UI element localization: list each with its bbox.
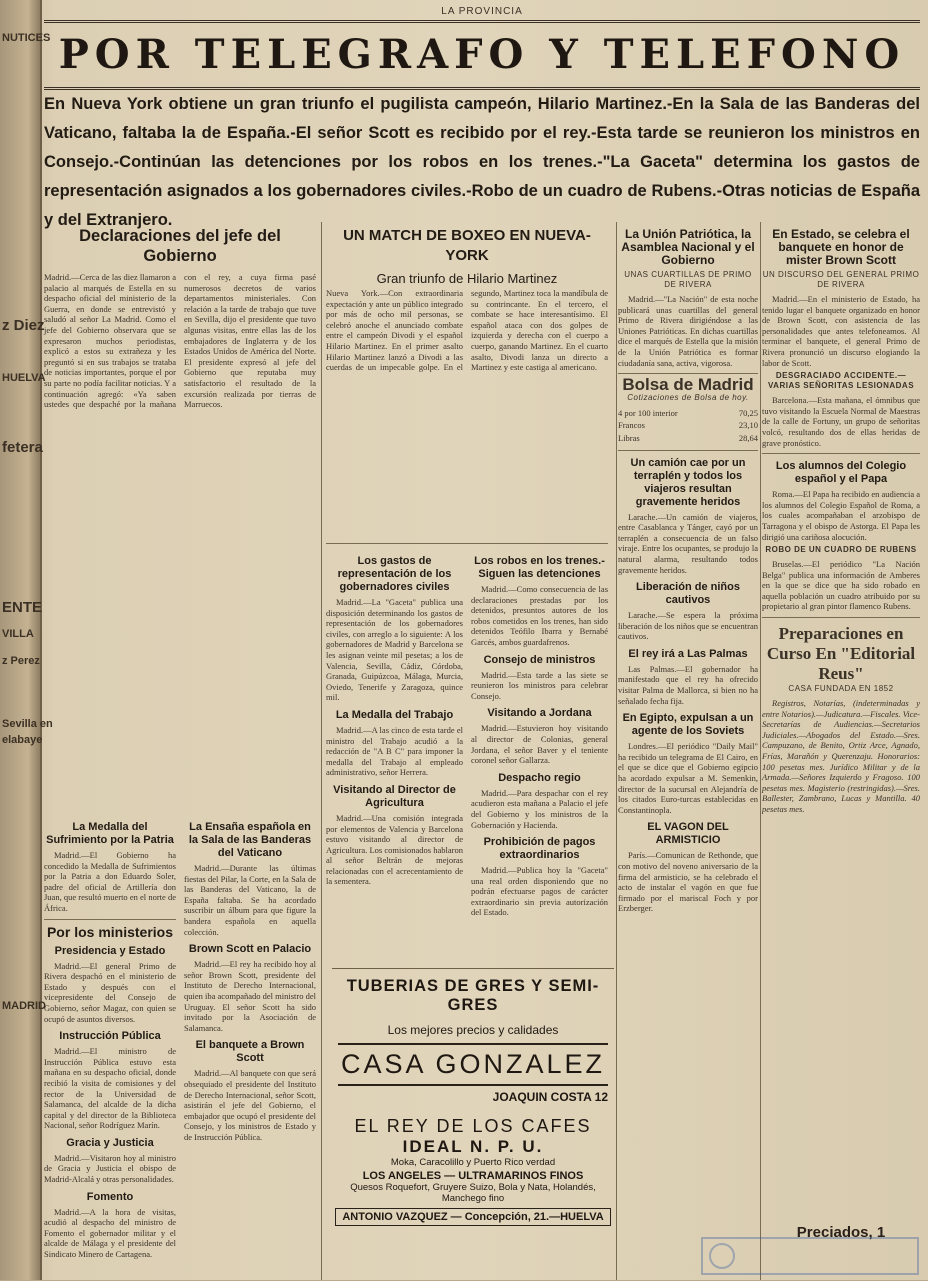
headline-despacho-regio: Despacho regio <box>498 771 581 784</box>
article-body: Madrid.—Al banquete con que será obsequiado el presidente del Instituto de Derecho Internacional, señor Scott, asistirán el jefe del Gobierno, el embajador que ocupó el presidente del Consejo, y los ministros de Estado y de Instrucción Pública. <box>184 1068 316 1142</box>
ad-quesos: Quesos Roquefort, Gruyere Suizo, Bola y Nata, Holandés, Manchego fino <box>350 1182 596 1204</box>
article-body: Roma.—El Papa ha recibido en audiencia a los alumnos del Colegio Español de Roma, a los cuales acompañaban el arzobispo de Tarragona y el obispo de Astorga. El Papa les dirigió una cariñosa alocución. <box>762 489 920 542</box>
article-body: Larache.—Un camión de viajeros, entre Casablanca y Tánger, cayó por un terraplén a consecuencia de un falso viraje. Entre los ocupantes, se produjo la natural alarma, resultando todos gravemente heridos. <box>618 511 758 575</box>
divider <box>618 450 758 451</box>
headline-gracia: Gracia y Justicia <box>66 1136 154 1149</box>
article-body: Madrid.—Para despachar con el rey acudieron esta mañana a Palacio el jefe del Gobierno y los ministros de la Gobernación y Hacienda. <box>471 787 608 830</box>
subcolumn-left <box>326 549 463 921</box>
headline-prohibicion: Prohibición de pagos extraordinarios <box>483 836 596 862</box>
ad-ideal: IDEAL N. P. U. <box>402 1137 544 1156</box>
article-body: Madrid.—Estuvieron hoy visitando al director de Colonias, general Jordana, el señor Baver y el teniente coronel señor Gallarza. <box>471 723 608 766</box>
bolsa-label: Libras <box>618 432 640 443</box>
headline-agricultura: Visitando al Director de Agricultura <box>333 783 456 809</box>
headline-camion: Un camión cae por un terraplén y todos los viajeros resultan gravemente heridos <box>630 456 746 508</box>
column-1 <box>44 222 316 1280</box>
article-body: París.—Comunican de Rethonde, que con motivo del noveno aniversario de la firma del armisticio, se ha celebrado el acto de instalar el vagón en que fue firmado por el mariscal Foch y por Erzberger. <box>618 850 758 914</box>
article-body: Madrid.—La "Gaceta" publica una disposición determinando los gastos de representación de los gobernadores civiles, con arreglo a lo siguiente: A los gobernadores de Madrid y Barcelona se les asignan veinte mil pesetas; a los de Valencia, Sevilla, Cádiz, Córdoba, Granada, Guipúzcoa, Málaga, Murcia, Oviedo, Tenerife y Zaragoza, quince mil. <box>326 597 463 703</box>
bolsa-row <box>618 419 758 432</box>
bolsa-label: 4 por 100 interior <box>618 407 678 418</box>
headline-presidencia: Presidencia y Estado <box>54 944 166 957</box>
divider <box>618 373 758 374</box>
binding-fragment: HUELVA <box>2 372 46 384</box>
headline-vagon: EL VAGON DEL ARMISTICIO <box>647 821 729 847</box>
subheadline-rubens: ROBO DE UN CUADRO DE RUBENS <box>765 545 917 555</box>
headline-union-patriotica: La Unión Patriótica, la Asamblea Nacional y el Gobierno <box>621 227 755 267</box>
ad-antonio-vazquez: ANTONIO VAZQUEZ — Concepción, 21.—HUELVA <box>335 1208 610 1226</box>
divider <box>762 617 920 618</box>
bolsa-value: 70,25 <box>738 407 758 418</box>
column-rule <box>321 222 322 1280</box>
headline-gastos: Los gastos de representación de los gobernadores civiles <box>337 555 452 593</box>
headline-robos-trenes: Los robos en los trenes.-Siguen las detenciones <box>474 555 605 580</box>
binding-fragment: Sevilla en <box>2 718 53 730</box>
binding-fragment: NUTICES <box>2 32 51 44</box>
subcolumn-right <box>184 815 316 1263</box>
subcolumn-left <box>44 815 176 1263</box>
headline-scott-palacio: Brown Scott en Palacio <box>188 943 312 956</box>
article-body: Las Palmas.—El gobernador ha manifestado que el rey ha ofrecido visitar Palma de Mallorca, si bien no ha señalado fecha fija. <box>618 663 758 706</box>
headline-palmas: El rey irá a Las Palmas <box>628 647 748 660</box>
article-body: Nueva York.—Con extraordinaria expectación y ante un público integrado por más de ocho mil personas, se celebró anoche el anunciado combate entre el campeón Divodi y el español Hilario Martinez. En el primer asalto Hilario Martinez lanzó a Divodi a las cuerdas de un impecable golpe. En el segundo, Martinez toca la mandíbula de su contrincante. En el tercero, el combate se hace interesantísimo. El español ataca con dos golpes de izquierda y derecha con el cuerpo a cuerpo, ganando Martinez. En el cuarto asalto, Divodi lanza un directo a Martinez y este castiga al americano. <box>326 288 608 373</box>
headline-estado-banquete: En Estado, se celebra el banquete en honor de mister Brown Scott <box>772 227 910 267</box>
masthead: LA PROVINCIA <box>441 6 523 17</box>
column-rule <box>760 222 761 1280</box>
headline-fomento: Fomento <box>86 1190 134 1203</box>
headline-medalla-sufrimiento: La Medalla del Sufrimiento por la Patria <box>46 821 174 846</box>
divider <box>44 919 176 920</box>
article-body: Madrid.—Visitaron hoy al ministro de Gracia y Justicia el obispo de Madrid-Alcalá y otras personalidades. <box>44 1152 176 1185</box>
bolsa-value: 28,64 <box>738 432 758 443</box>
subheadline-accidente: DESGRACIADO ACCIDENTE.—VARIAS SEÑORITAS LESIONADAS <box>767 371 915 391</box>
article-body: Madrid.—El rey ha recibido hoy al señor Brown Scott, presidente del Instituto de Derecho Internacional, quien iba acompañado del ministro del Uruguay. El señor Scott ha sido invitado por la Asociación de Salamanca. <box>184 959 316 1033</box>
bolsa-row <box>618 407 758 420</box>
ad-rey-cafes: EL REY DE LOS CAFES <box>354 1116 592 1136</box>
headline-medalla-trabajo: La Medalla del Trabajo <box>335 708 454 721</box>
article-body: Londres.—El periódico "Daily Mail" ha recibido un telegrama de El Cairo, en el que se dice que el Gobierno egipcio ha acordado expulsar a M. Semenkin, director de la sucursal en Alejandría de los citados Euro-turcas establecidas en Constantinopla. <box>618 741 758 815</box>
article-body: Madrid.—Durante las últimas fiestas del Pilar, la Corte, en la Sala de las Banderas del Vaticano, la de España faltaba. Se ha acordado suscribir un álbum para que figure la bandera española en aquella colección. <box>184 863 316 937</box>
binding-fragment: elabaye <box>2 734 43 746</box>
bolsa-table <box>618 407 758 445</box>
subcolumn-right <box>471 549 608 921</box>
headline-declaraciones: Declaraciones del jefe del Gobierno <box>79 227 281 265</box>
advertisements <box>332 968 614 1281</box>
binding-fragment: ENTE <box>2 599 43 616</box>
headline-instruccion: Instrucción Pública <box>59 1030 161 1043</box>
column-5 <box>762 222 920 1280</box>
article-body: Barcelona.—Esta mañana, el ómnibus que tuvo visitando la Escuela Normal de Maestras de la calle de Fortuny, un grupo de señoritas volcó, resultando dos de ellas heridas de grave pronóstico. <box>762 395 920 448</box>
article-body: Madrid.—El general Primo de Rivera despachó en el ministerio de Estado y después con el vicepresidente del Consejo de Gobierno, señor Magaz, con quien se ocupó de asuntos diversos. <box>44 960 176 1024</box>
article-body: Madrid.—El Gobierno ha concedido la Medalla de Sufrimientos por la Patria a don Eduardo Soler, padre del oficial de Artillería don Juan, que resultó muerto en el norte de África. <box>44 850 176 913</box>
ad-tagline: Los mejores precios y calidades <box>387 1023 559 1037</box>
article-body: Madrid.—El ministro de Instrucción Pública estuvo esta mañana en su despacho oficial, donde recibió la visita de comisiones y del rector de la Universidad de Salamanca, del alcalde de la dicha capital y del director de la Biblioteca Nacional, señor Rodríguez Marín. <box>44 1046 176 1131</box>
headline-consejo: Consejo de ministros <box>483 653 596 666</box>
headline-bolsa: Bolsa de Madrid <box>622 375 754 395</box>
ad-tuberias: TUBERIAS DE GRES Y SEMI-GRES <box>346 977 600 1014</box>
subheadline-union: UNAS CUARTILLAS DE PRIMO DE RIVERA <box>624 270 752 289</box>
bolsa-value: 23,10 <box>738 420 758 431</box>
bolsa-row <box>618 432 758 445</box>
article-body: Registros, Notarías, (indeterminadas y entre Notarios).—Judicatura.—Fiscales. Vice-Secretarías de Audiencias.—Secretarios Judiciales.—Abogados del Estado.—Sres. Campuzano, de Benito, Ortiz Arce, Agnado, Frías, Marañón y Querenzaju. Honorarios: 100 pesetas mes. Jurídico Militar y de la Armada.—Señores Izquierdo y Fragoso. 100 pesetas mes. Magisterio (restringidas).—Sres. Ballester, Zambrano, Lucas y Mantilla. 40 pesetas mes. <box>762 698 920 814</box>
section-banner: POR TELEGRAFO Y TELEFONO <box>44 20 920 90</box>
column-4 <box>618 222 758 1280</box>
binding-fragment: fetera <box>2 439 43 456</box>
bolsa-label: Francos <box>618 420 645 431</box>
divider <box>326 543 608 544</box>
bolsa-caption: Cotizaciones de Bolsa de hoy. <box>627 392 749 402</box>
ad-casa-gonzalez: CASA GONZALEZ <box>338 1043 608 1086</box>
headline-jordana: Visitando a Jordana <box>487 707 592 720</box>
lower-subcolumns <box>44 815 316 1263</box>
article-body: Madrid.—Una comisión integrada por elementos de Valencia y Barcelona estuvo visitando al director de Agricultura. Los comisionados hablaron al señor Beltrán de mejoras relacionadas con el acrecentamiento de la sementera. <box>326 812 463 887</box>
article-body: Madrid.—Esta tarde a las siete se reunieron los ministros para celebrar Consejo. <box>471 669 608 701</box>
column-rule <box>616 222 617 1280</box>
article-body: Madrid.—Como consecuencia de las declaraciones prestadas por los detenidos, presuntos autores de los robos cometidos en los trenes, han sido detenidos Teófilo Ibarra y Bernabé Garcés, ambos guardafrenos. <box>471 584 608 647</box>
article-body: Larache.—Se espera la próxima liberación de los niños que se encuentran cautivos. <box>618 610 758 642</box>
article-body: Bruselas.—El periódico "La Nación Belga" publica una información de Amberes en la que se dice que ha sido robado en aquella población un cuadro atribuido por su propietario al gran pintor flamenco Rubens. <box>762 559 920 612</box>
article-body: Madrid.—Publica hoy la "Gaceta" una real orden disponiendo que no podrán efectuarse pagos de carácter extraordinario sin previa autorización del Estado. <box>471 865 608 918</box>
ad-origins: Moka, Caracolillo y Puerto Rico verdad <box>390 1157 556 1168</box>
binding-fragment: VILLA <box>2 628 34 640</box>
col2-subcolumns <box>326 549 608 921</box>
ad-address: JOAQUIN COSTA 12 <box>492 1090 608 1104</box>
news-summary: En Nueva York obtiene un gran triunfo el pugilista campeón, Hilario Martinez.-En la Sala de las Banderas del Vaticano, faltaba la de España.-El señor Scott es recibido por el rey.-Esta tarde se reunieron los ministros en Consejo.-Continúan las detenciones por los robos en los trenes.-"La Gaceta" determina los gastos de representación asignados a los gobernadores civiles.-Robo de un cuadro de Rubens.-Otras noticias de España y del Extranjero. <box>44 95 920 229</box>
binding-fragment: MADRID <box>2 1000 46 1012</box>
headline-boxeo: UN MATCH DE BOXEO EN NUEVA-YORK <box>343 227 591 264</box>
subheadline-estado: UN DISCURSO DEL GENERAL PRIMO DE RIVERA <box>762 270 920 289</box>
headline-liberacion: Liberación de niños cautivos <box>636 581 740 607</box>
subheadline-reus: CASA FUNDADA EN 1852 <box>788 684 894 694</box>
headline-egipto: En Egipto, expulsan a un agente de los Soviets <box>622 712 754 738</box>
article-body: Madrid.—En el ministerio de Estado, ha tenido lugar el banquete organizado en honor de Brown Scott, con asistencia de las personalidades que antes telefoneamos. Al terminar el banquete, el general Primo de Rivera pronunció un discurso elogiando la labor de Scott. <box>762 294 920 368</box>
headline-ministerios: Por los ministerios <box>46 923 174 940</box>
ad-los-angeles: LOS ANGELES — ULTRAMARINOS FINOS <box>362 1170 584 1182</box>
binding-fragment: z Perez <box>2 655 40 667</box>
headline-banquete-scott: El banquete a Brown Scott <box>195 1039 305 1065</box>
article-body: Madrid.—A la hora de visitas, acudió al despacho del ministro de Fomento el gobernador militar y el alcalde de Málaga y el presidente del Sindicato Minero de Cartagena. <box>44 1206 176 1260</box>
adjacent-page-edge <box>0 0 53 1280</box>
divider <box>762 453 920 454</box>
headline-alumnos: Los alumnos del Colegio español y el Papa <box>775 460 907 486</box>
binding-fragment: z Diez <box>2 317 45 334</box>
preciados-footer: Preciados, 1 <box>796 1224 886 1241</box>
article-body: Madrid.—Cerca de las diez llamaron a palacio al marqués de Estella en su despacho oficial del ministerio de la Guerra, en donde se entrevistó y saludó al señor La Madrid. Como el jefe del Gobierno observara que se expresaron muchos periodistas, explicó a estos su extrañeza y les preguntó si en sus trabajos se trataba de noticias importantes, porque el por su parte no podía facilitar noticias. Y a continuación agregó: «Ya saben ustedes que despaché por la mañana con el rey, a cuya firma pasé numerosos decretos de varios departamentos ministeriales. Con relación a la tarde de trabajo que tuve en Sevilla, dijo el presidente que tuvo algunas visitas, entre ellas las de los embajadores de Inglaterra y de los Estados Unidos de América del Norte. El presidente expresó al jefe del Gobierno que reputaba muy satisfactorio el resultado de la excursión realizada por tierras de Marruecos. <box>44 272 316 410</box>
headline-sala-banderas: La Ensaña española en la Sala de las Banderas del Vaticano <box>188 821 312 859</box>
article-body: Madrid.—A las cinco de esta tarde el ministro del Trabajo acudió a la redacción de "A B C" para imponer la medalla del Trabajo al empleado administrativo, señor Herrera. <box>326 724 463 778</box>
headline-editorial-reus: Preparaciones en Curso En "Editorial Reus" <box>766 624 916 684</box>
subheadline-boxeo: Gran triunfo de Hilario Martinez <box>376 271 558 286</box>
article-body: Madrid.—"La Nación" de esta noche publicará unas cuartillas del general Primo de Rivera dirigiéndose a las Uniones Patrióticas. En dichas cuartillas dice el marqués de Estella que la misión de la Unión Patriótica es formar ciudadanía sana, activa, vigorosa. <box>618 294 758 368</box>
